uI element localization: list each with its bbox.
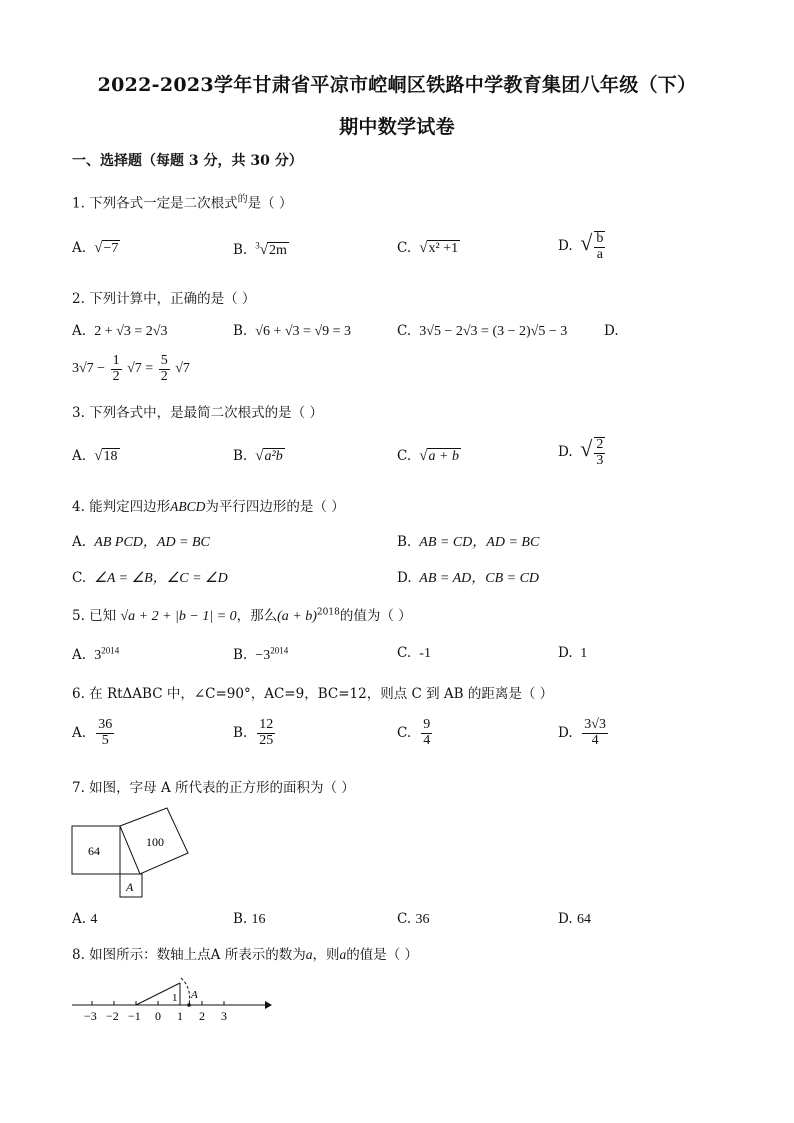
q7-figure — [68, 803, 198, 903]
option-label: B. — [233, 323, 248, 339]
q1-option-b[interactable] — [233, 240, 289, 259]
q5-d-value: 1 — [580, 646, 588, 661]
q2-option-c[interactable] — [397, 323, 567, 340]
option-label: A. — [72, 240, 87, 256]
q6-c-den: 4 — [423, 732, 431, 748]
q6-option-d[interactable] — [558, 718, 610, 748]
option-label: B. — [233, 911, 248, 927]
axis-arrow-icon — [265, 1001, 272, 1009]
option-label: A. — [72, 448, 87, 464]
q7-option-a[interactable] — [72, 911, 97, 928]
option-label: A. — [72, 534, 87, 550]
option-label: C. — [397, 448, 412, 464]
fig-label-100: 100 — [146, 835, 164, 849]
q6-option-b[interactable] — [233, 718, 277, 748]
q8-stem-post: 的值是（ ） — [346, 947, 419, 963]
option-label: B. — [397, 534, 412, 550]
q8-stem-mid: ，则 — [312, 947, 340, 963]
option-label: B. — [233, 448, 248, 464]
q5-stem-math2: (a + b) — [277, 609, 317, 624]
q6-a-num: 36 — [98, 717, 113, 732]
tick-label: −1 — [128, 1009, 141, 1023]
option-label: A. — [72, 724, 87, 741]
q8-stem-var2: a — [339, 947, 347, 962]
q7-b-value: 16 — [251, 912, 266, 927]
q5-b-base: −3 — [255, 647, 271, 663]
q6-d-den: 4 — [591, 732, 599, 748]
q4-stem-post: 为平行四边形的是（ ） — [205, 499, 345, 515]
q5-a-exp: 2014 — [101, 645, 120, 655]
option-label: A. — [72, 646, 87, 663]
q1-b-index: 3 — [255, 240, 260, 250]
q6-option-a[interactable] — [72, 718, 116, 748]
q5-option-a[interactable] — [72, 645, 119, 664]
option-label: A. — [72, 911, 87, 927]
q2-option-a[interactable] — [72, 323, 167, 340]
q1-option-d[interactable] — [558, 230, 607, 262]
point-a-label: A — [191, 989, 198, 1001]
q4-b-expr: AB = CD，AD = BC — [419, 535, 540, 550]
q6-a-den: 5 — [101, 732, 109, 748]
arc-dashed — [181, 978, 190, 1005]
q7-c-value: 36 — [415, 912, 430, 927]
q1-d-num: b — [596, 231, 604, 247]
q3-option-c[interactable] — [397, 448, 461, 465]
q5-option-d[interactable] — [558, 645, 587, 662]
q1-d-expr: √ $\frac{b}{a}$ — [580, 230, 604, 262]
tick-label: 1 — [177, 1009, 183, 1023]
fig-label-64: 64 — [88, 844, 100, 858]
q2-d-num1: 1 — [112, 353, 120, 368]
q8-number-line — [70, 968, 275, 1028]
q4-c-expr: ∠A = ∠B，∠C = ∠D — [94, 571, 228, 586]
q2-d-num2: 5 — [160, 353, 168, 368]
q6-b-den: 25 — [259, 732, 274, 748]
q7-option-c[interactable] — [397, 911, 429, 928]
paper-title-line2: 期中数学试卷 — [339, 116, 455, 138]
q4-stem-pre: 4. 能判定四边形 — [72, 499, 171, 515]
tick-label: 3 — [221, 1009, 227, 1023]
q3-c-radicand: a + b — [428, 449, 459, 464]
q2-c-expr: 3√5 − 2√3 = (3 − 2)√5 − 3 — [419, 324, 568, 339]
q1-a-radicand: −7 — [103, 241, 119, 256]
q1-c-radicand: x² +1 — [428, 241, 459, 256]
tick-label: 0 — [155, 1009, 161, 1023]
question-7-stem: 7. 如图，字母 A 所代表的正方形的面积为（ ） — [72, 780, 355, 796]
q1-d-den: a — [596, 246, 603, 262]
option-label: D. — [397, 570, 412, 586]
option-label: B. — [233, 646, 248, 663]
point-a — [187, 1003, 191, 1007]
q6-option-c[interactable] — [397, 718, 434, 748]
q6-c-num: 9 — [423, 717, 431, 732]
q2-b-expr: √6 + √3 = √9 = 3 — [255, 324, 352, 339]
option-label: A. — [72, 323, 87, 339]
tick-label: −3 — [84, 1009, 97, 1023]
q7-d-value: 64 — [576, 912, 591, 927]
q5-a-base: 3 — [94, 647, 102, 663]
option-label: D. — [558, 911, 573, 927]
q6-d-num: 3√3 — [584, 717, 606, 732]
question-4-stem — [72, 495, 345, 515]
q8-stem-pre: 8. 如图所示：数轴上点A 所表示的数为 — [72, 947, 306, 963]
question-3-stem: 3. 下列各式中，是最简二次根式的是（ ） — [72, 405, 323, 421]
section-heading: 一、选择题（每题 3 分，共 30 分） — [72, 153, 303, 169]
q3-c-expr: √a + b — [419, 448, 459, 464]
question-5-stem — [72, 604, 412, 625]
q1-option-a[interactable] — [72, 240, 120, 257]
q4-option-c[interactable] — [72, 567, 228, 587]
q1-b-radicand: 2m — [269, 242, 287, 258]
fig-label-a: A — [126, 880, 134, 894]
option-label: B. — [233, 724, 248, 741]
tick-label: −2 — [106, 1009, 119, 1023]
q2-d-mid: √7 = — [127, 361, 154, 377]
q1-option-c[interactable] — [397, 240, 460, 257]
q2-d-pre: 3√7 − — [72, 361, 106, 377]
q5-c-value: -1 — [419, 646, 431, 661]
q1-stem-mark: 的 — [237, 194, 248, 205]
q5-stem-mid: ，那么 — [236, 608, 278, 624]
leg-label-1: 1 — [172, 992, 178, 1004]
question-1-stem — [72, 190, 292, 212]
option-label: D. — [558, 238, 573, 254]
question-6-stem: 6. 在 RtΔABC 中，∠C=90°，AC=9，BC=12，则点 C 到 AB 的距离是（ ） — [72, 686, 554, 702]
q2-d-den1: 2 — [112, 368, 120, 384]
q2-option-d-label[interactable] — [604, 323, 622, 339]
q3-option-d[interactable] — [558, 436, 607, 468]
q5-stem-post: 的值为（ ） — [339, 608, 412, 624]
q2-a-expr: 2 + √3 = 2√3 — [94, 324, 168, 339]
q5-stem-pre: 5. 已知 — [72, 608, 117, 624]
q3-b-expr: √a²b — [255, 448, 283, 464]
q8-stem-var: a — [305, 947, 313, 962]
q2-d-den2: 2 — [160, 368, 168, 384]
q2-d-post: √7 — [175, 361, 190, 377]
option-label: B. — [233, 241, 248, 258]
q1-stem-text: 1. 下列各式一定是二次根式 — [72, 195, 238, 212]
q3-a-expr: √18 — [94, 448, 118, 464]
q3-d-expr: √ $\frac{2}{3}$ — [580, 436, 604, 468]
option-label: C. — [397, 323, 412, 339]
q3-d-num: 2 — [596, 437, 604, 453]
option-label: C. — [72, 570, 87, 586]
q7-option-d[interactable] — [558, 911, 591, 928]
q2-option-b[interactable] — [233, 323, 351, 340]
question-8-stem — [72, 943, 418, 963]
option-label: D. — [558, 724, 573, 741]
q4-option-a[interactable] — [72, 531, 210, 551]
q1-c-expr: √x² +1 — [419, 240, 459, 256]
q3-d-den: 3 — [596, 452, 604, 468]
option-label: C. — [397, 724, 412, 741]
q6-b-num: 12 — [259, 717, 274, 732]
q5-b-exp: 2014 — [270, 645, 289, 655]
q3-option-b[interactable] — [233, 448, 285, 465]
q4-option-b[interactable] — [397, 531, 539, 551]
option-label: C. — [397, 240, 412, 256]
paper-title-line1: 2022-2023学年甘肃省平凉市崆峒区铁路中学教育集团八年级（下） — [97, 74, 697, 96]
q7-a-value: 4 — [90, 912, 98, 927]
q4-d-expr: AB = AD，CB = CD — [419, 571, 540, 586]
q3-b-radicand: a²b — [264, 449, 283, 464]
q3-option-a[interactable] — [72, 448, 120, 465]
q1-b-expr: $^3$√2m — [255, 240, 287, 258]
option-label: D. — [558, 645, 573, 661]
option-label: D. — [604, 323, 619, 339]
q2-option-d[interactable] — [72, 354, 190, 384]
q5-option-b[interactable] — [233, 645, 288, 664]
q5-option-c[interactable] — [397, 645, 431, 662]
question-2-stem: 2. 下列计算中，正确的是（ ） — [72, 291, 256, 307]
q4-stem-var: ABCD — [170, 499, 206, 514]
q7-option-b[interactable] — [233, 911, 266, 928]
q1-a-expr: √−7 — [94, 240, 119, 256]
option-label: C. — [397, 645, 412, 661]
q5-stem-math: √a + 2 + |b − 1| = 0 — [120, 609, 237, 624]
tick-label: 2 — [199, 1009, 205, 1023]
q3-a-radicand: 18 — [103, 449, 118, 464]
q4-option-d[interactable] — [397, 567, 539, 587]
q5-stem-exp: 2018 — [316, 607, 340, 618]
q1-stem-end: 是（ ） — [247, 195, 293, 212]
q4-a-expr: AB PCD，AD = BC — [94, 535, 210, 550]
q2-d-expr — [72, 353, 190, 384]
option-label: C. — [397, 911, 412, 927]
option-label: D. — [558, 444, 573, 460]
